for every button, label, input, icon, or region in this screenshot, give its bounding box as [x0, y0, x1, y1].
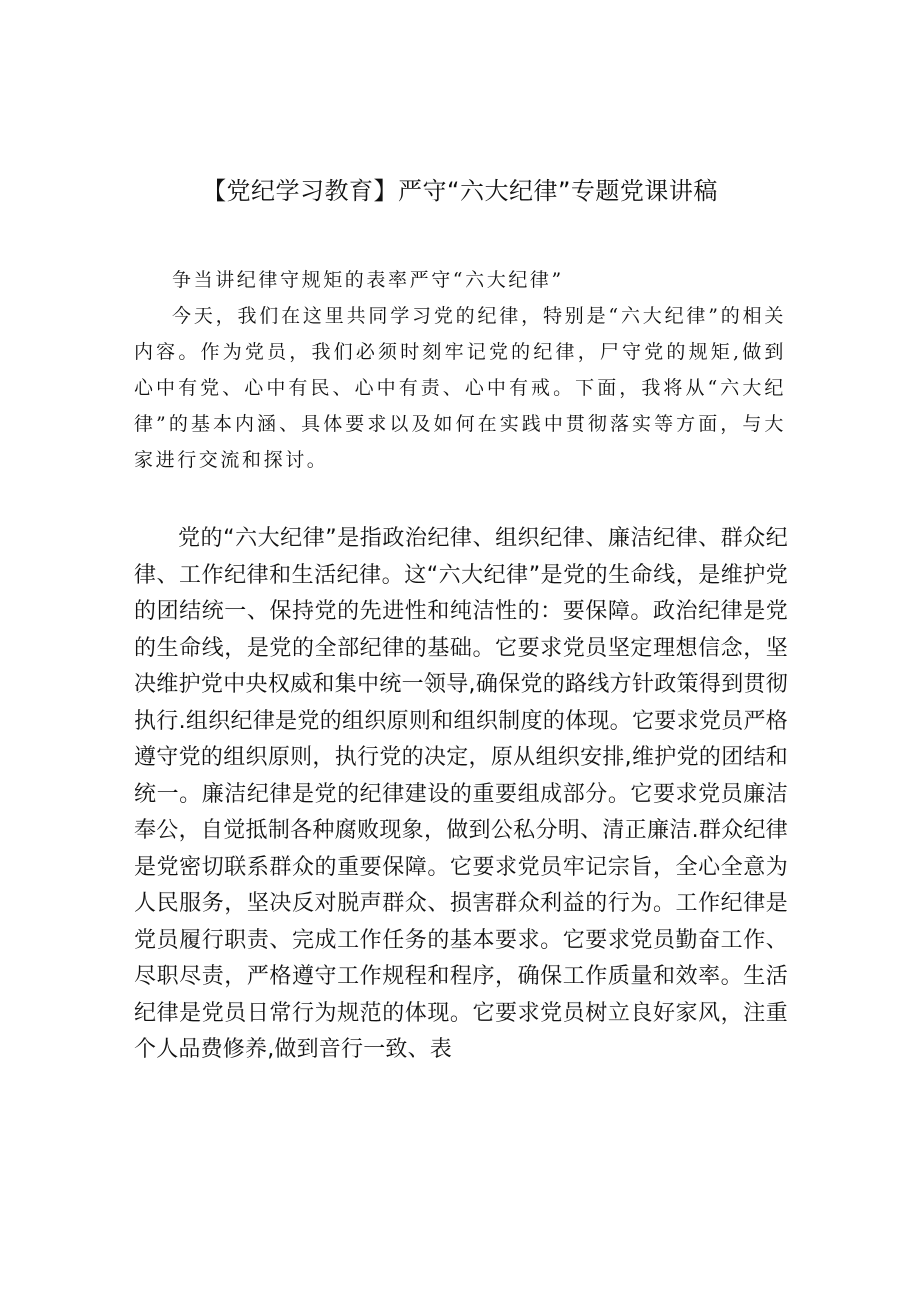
- body-paragraph: 党的“六大纪律”是指政治纪律、组织纪律、廉洁纪律、群众纪律、工作纪律和生活纪律。这“六大纪律”是党的生命线，是维护党的团结统一、保持党的先进性和纯洁性的：要保障。政治纪律是党的生命线，是党的全部纪律的基础。它要求党员坚定理想信念，坚决维护党中央权威和集中统一领导,确保党的路线方针政策得到贯彻执行.组织纪律是党的组织原则和组织制度的体现。它要求党员严格遵守党的组织原则，执行党的决定，原从组织安排,维护党的团结和统一。廉洁纪律是党的纪律建设的重要组成部分。它要求党员廉洁奉公，自觉抵制各种腐败现象，做到公私分明、清正廉洁.群众纪律是党密切联系群众的重要保障。它要求党员牢记宗旨，全心全意为人民服务，坚决反对脱声群众、损害群众利益的行为。工作纪律是党员履行职责、完成工作任务的基本要求。它要求党员勤奋工作、尽职尽责，严格遵守工作规程和程序，确保工作质量和效率。生活纪律是党员日常行为规范的体现。它要求党员树立良好家风，注重个人品费修养,做到音行一致、表: [134, 526, 788, 1062]
- document-title: 【党纪学习教育】严守“六大纪律”专题党课讲稿: [202, 177, 718, 205]
- intro-paragraph: 今天，我们在这里共同学习党的纪律，特别是“六大纪律”的相关内容。作为党员，我们必须时刻牢记党的纪律，尸守党的规矩,做到心中有党、心中有民、心中有责、心中有戒。下面，我将从“六大纪律”的基本内涵、具体要求以及如何在实践中贯彻落实等方面，与大家进行交流和探讨。: [134, 305, 786, 471]
- intro-section: [134, 262, 786, 478]
- subtitle-paragraph: 争当讲纪律守规矩的表率严守“六大纪律”: [172, 269, 564, 291]
- body-section: [134, 521, 788, 1069]
